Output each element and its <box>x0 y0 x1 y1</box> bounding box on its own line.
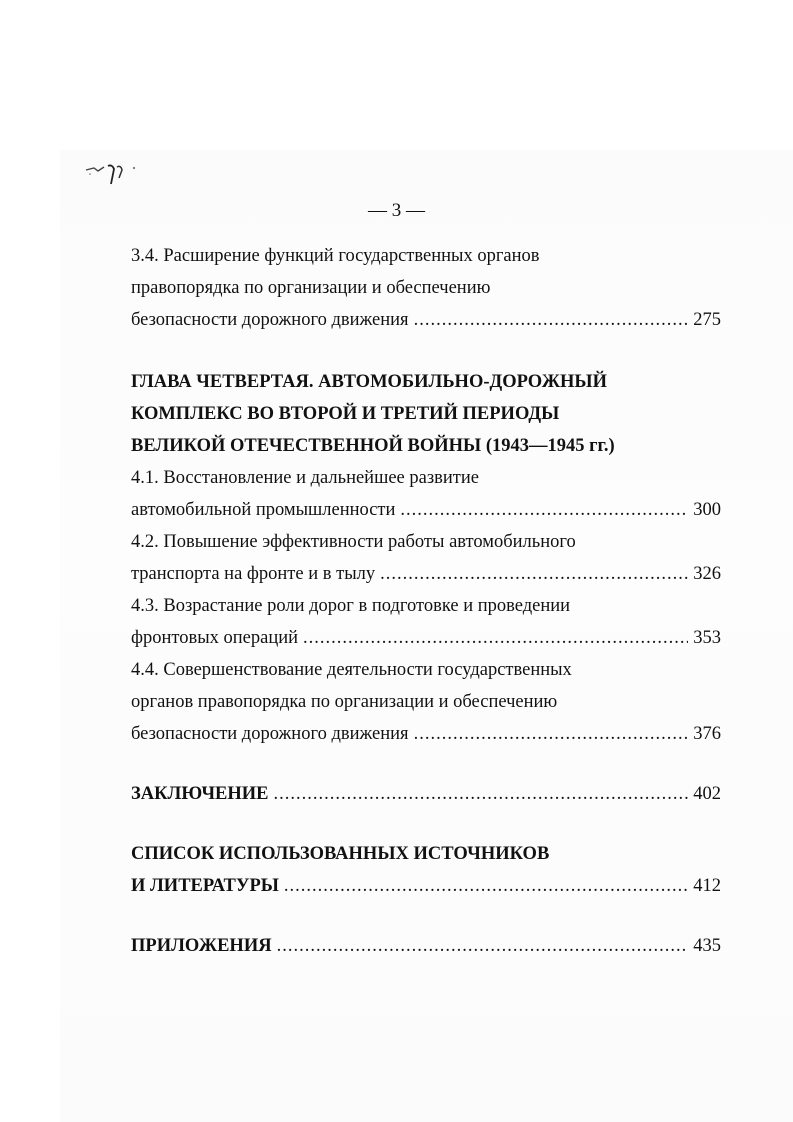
toc-entry-appendices[interactable] <box>131 934 721 966</box>
toc-page-number: 435 <box>693 936 721 956</box>
toc-entry-conclusion[interactable] <box>131 782 721 814</box>
toc-entry-line: 4.2. Повышение эффективности работы автомобильного <box>131 532 576 552</box>
scan-artifact-mark <box>84 160 144 190</box>
toc-entry-text: фронтовых операций <box>131 628 299 648</box>
toc-entry-4-3 <box>131 594 721 658</box>
dot-leader <box>414 722 689 746</box>
toc-page-number: 402 <box>693 784 721 804</box>
dot-leader <box>303 626 688 650</box>
toc-entry-4-1 <box>131 466 721 530</box>
toc-entry-3-4 <box>131 244 721 340</box>
chapter-title-line: ГЛАВА ЧЕТВЕРТАЯ. АВТОМОБИЛЬНО-ДОРОЖНЫЙ <box>131 372 607 392</box>
toc-entry-line: 3.4. Расширение функций государственных органов <box>131 246 540 266</box>
toc-entry-references[interactable] <box>131 842 721 906</box>
toc-entry-line: 4.4. Совершенствование деятельности государственных <box>131 660 572 680</box>
toc-entry-line: правопорядка по организации и обеспечению <box>131 278 491 298</box>
dot-leader <box>284 874 688 898</box>
chapter-title-line: ВЕЛИКОЙ ОТЕЧЕСТВЕННОЙ ВОЙНЫ (1943—1945 гг.) <box>131 436 615 456</box>
toc-entry-line: органов правопорядка по организации и обеспечению <box>131 692 558 712</box>
toc-page-number: 326 <box>693 564 721 584</box>
toc-entry-text: транспорта на фронте и в тылу <box>131 564 376 584</box>
toc-entry-last-line[interactable] <box>131 626 721 658</box>
table-of-contents <box>131 244 721 966</box>
toc-entry-text: ПРИЛОЖЕНИЯ <box>131 936 272 956</box>
toc-entry-last-line[interactable] <box>131 562 721 594</box>
dot-leader <box>277 934 689 958</box>
toc-page-number: 376 <box>693 724 721 744</box>
toc-page-number: 275 <box>693 310 721 330</box>
toc-entry-line: 4.3. Возрастание роли дорог в подготовке и проведении <box>131 596 571 616</box>
toc-entry-text: безопасности дорожного движения <box>131 724 409 744</box>
toc-entry-text: И ЛИТЕРАТУРЫ <box>131 876 279 896</box>
toc-entry-4-2 <box>131 530 721 594</box>
chapter-title-line: КОМПЛЕКС ВО ВТОРОЙ И ТРЕТИЙ ПЕРИОДЫ <box>131 404 560 424</box>
toc-entry-4-4 <box>131 658 721 754</box>
dot-leader <box>380 562 688 586</box>
chapter-4-title[interactable] <box>131 370 721 466</box>
toc-entry-line: СПИСОК ИСПОЛЬЗОВАННЫХ ИСТОЧНИКОВ <box>131 844 550 864</box>
toc-entry-text: ЗАКЛЮЧЕНИЕ <box>131 784 269 804</box>
toc-entry-text: безопасности дорожного движения <box>131 310 409 330</box>
dot-leader <box>400 498 688 522</box>
toc-entry-last-line <box>131 874 721 906</box>
toc-page-number: 412 <box>693 876 721 896</box>
dot-leader <box>274 782 689 806</box>
toc-entry-line: 4.1. Восстановление и дальнейшее развитие <box>131 468 479 488</box>
toc-entry-last-line[interactable] <box>131 498 721 530</box>
dot-leader <box>414 308 689 332</box>
page-number: — 3 — <box>368 200 425 221</box>
toc-page-number: 353 <box>693 628 721 648</box>
toc-entry-text: автомобильной промышленности <box>131 500 396 520</box>
toc-entry-last-line[interactable] <box>131 722 721 754</box>
toc-entry-last-line[interactable] <box>131 308 721 340</box>
toc-page-number: 300 <box>693 500 721 520</box>
